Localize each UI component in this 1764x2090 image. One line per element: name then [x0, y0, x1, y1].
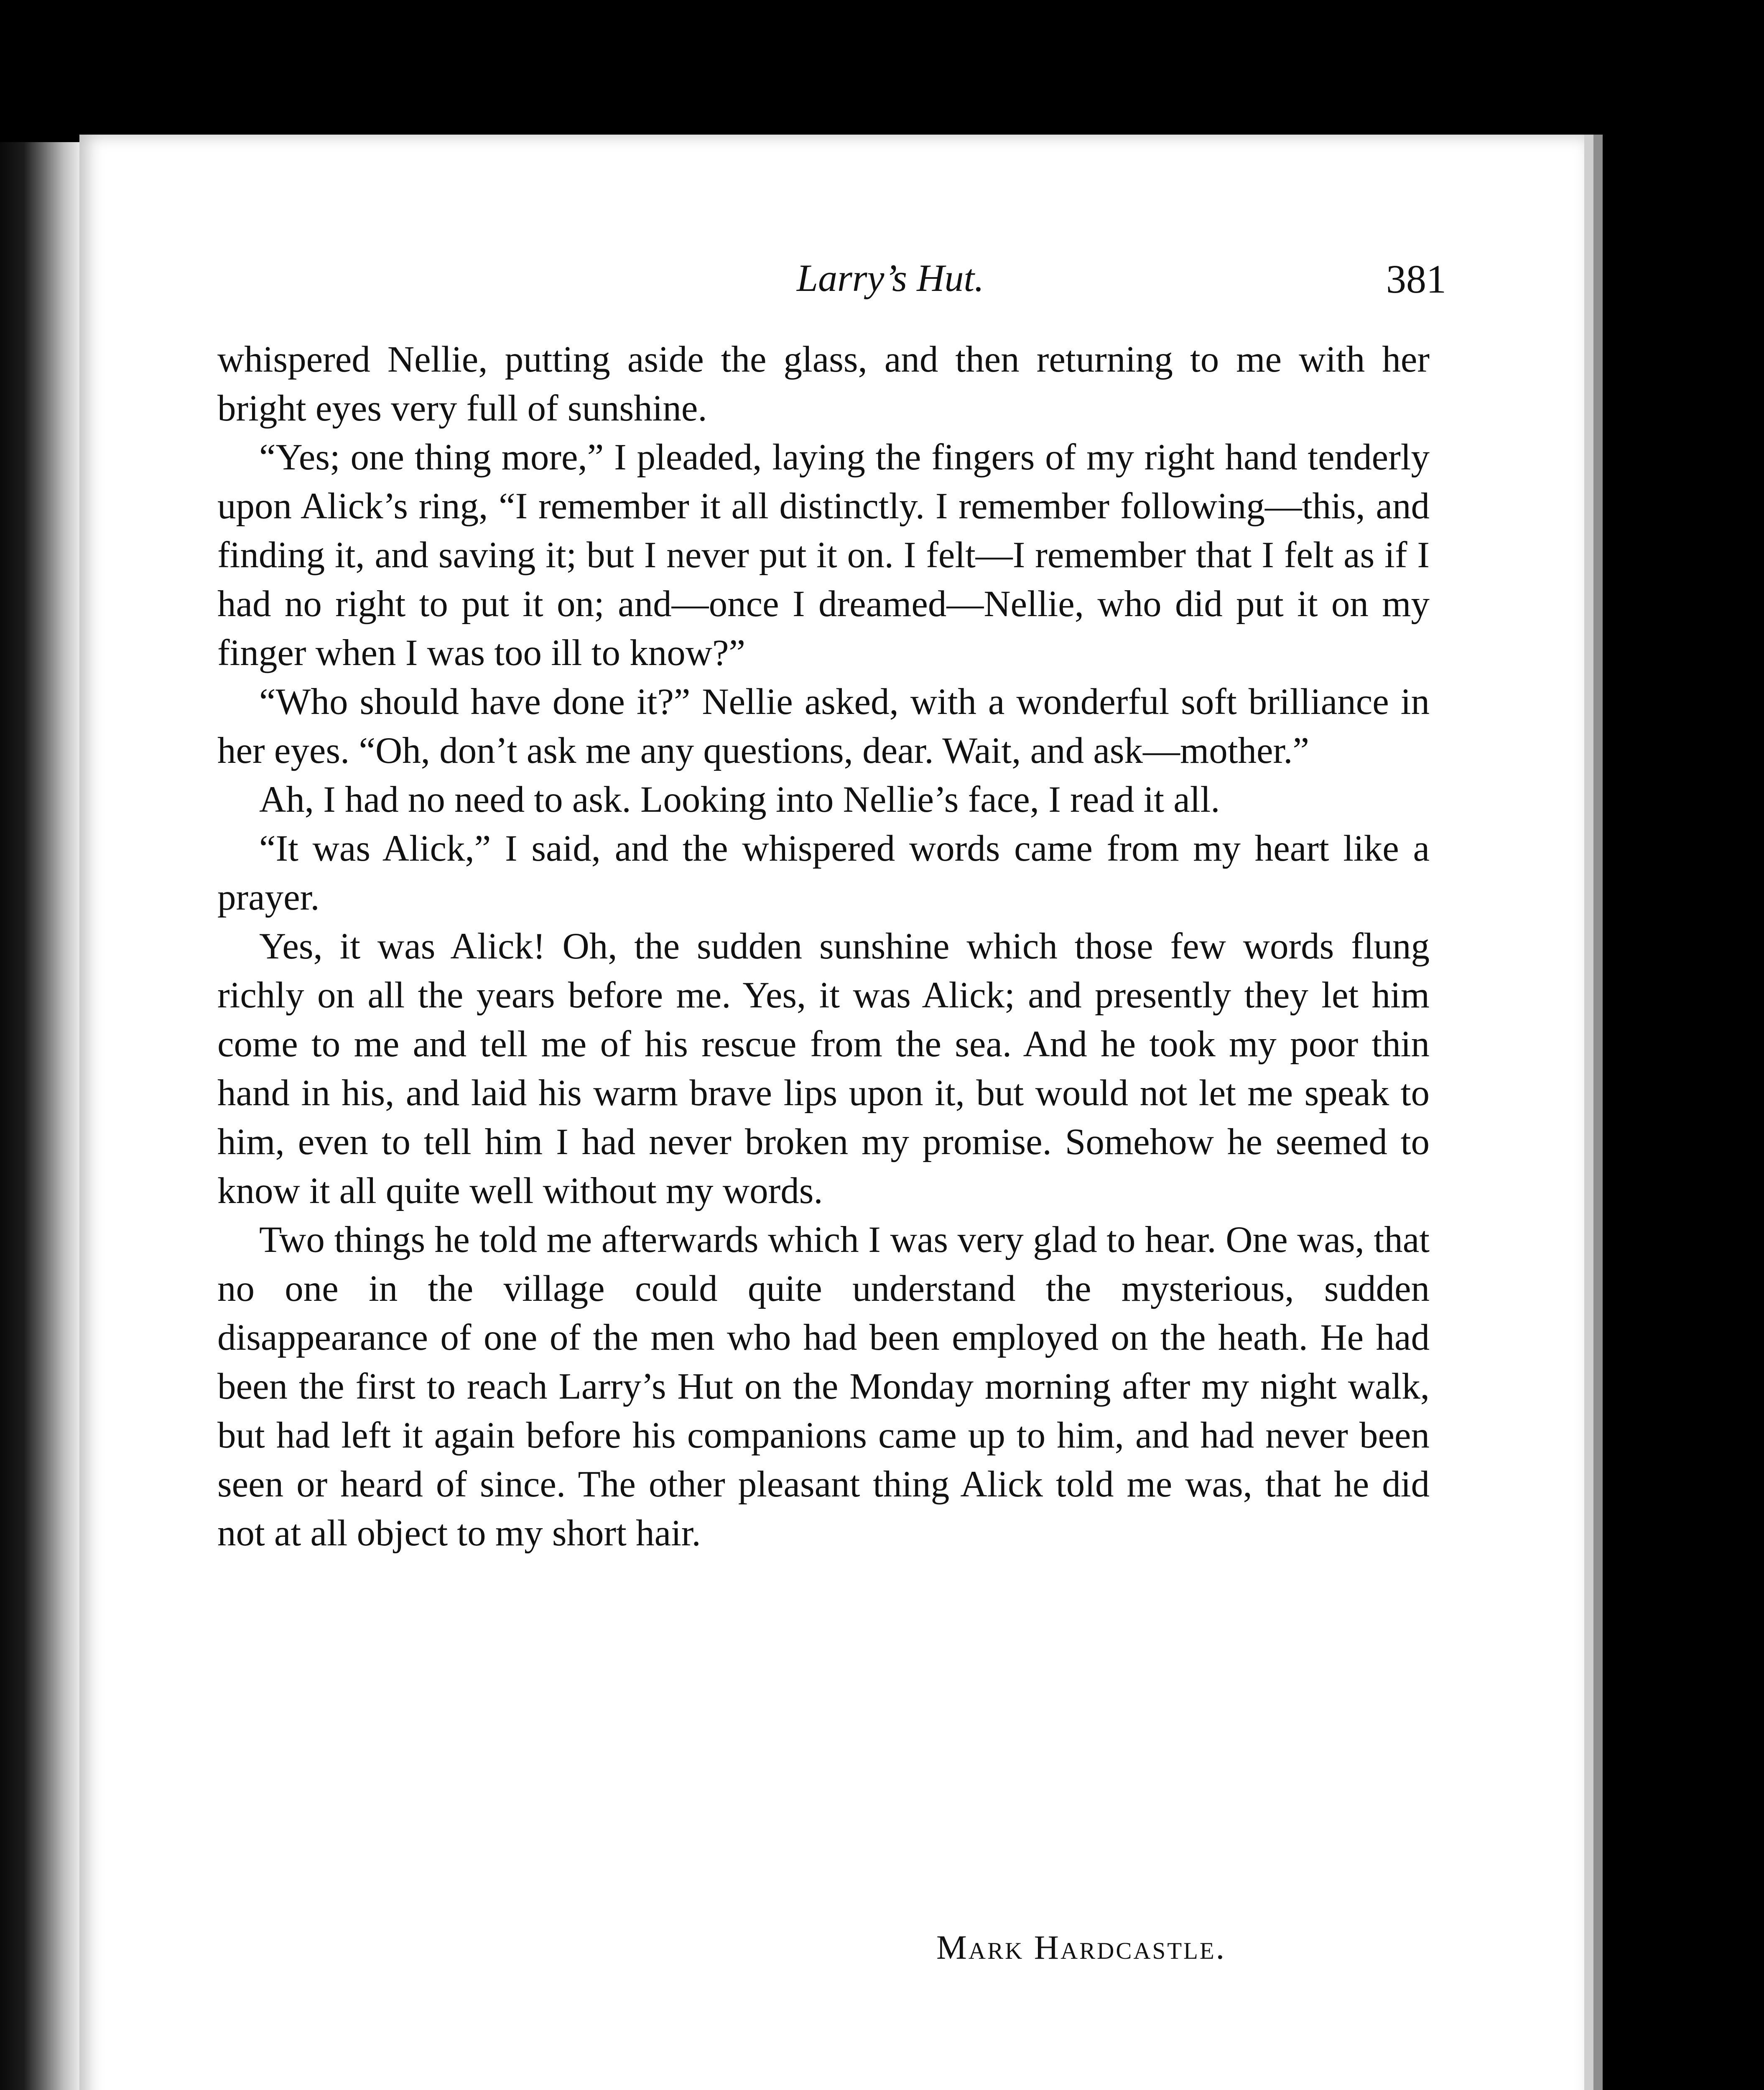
author-signature: Mark Hardcastle.	[936, 1928, 1226, 1966]
paragraph: whispered Nellie, putting aside the glass, and then returning to me with her bright eyes very full of sunshine.	[217, 339, 1430, 429]
paragraph: “Yes; one thing more,” I pleaded, laying the fingers of my right hand tenderly upon Alick’s ring, “I remember it all distinctly. I remember following—this, and finding it, and saving it; but I never put it on. I felt—I remember that I felt as if I had no right to put it on; and—once I dreamed—Nellie, who did put it on my finger when I was too ill to know?”	[217, 437, 1430, 673]
running-title: Larry’s Hut.	[796, 257, 984, 299]
paragraph: Ah, I had no need to ask. Looking into Nellie’s face, I read it all.	[259, 779, 1220, 820]
paragraph: “Who should have done it?” Nellie asked, with a wonderful soft brilliance in her eyes. “Oh, don’t ask me any questions, dear. Wait, and ask—mother.”	[217, 681, 1430, 771]
page-number: 381	[1386, 257, 1446, 301]
body-text	[217, 335, 1430, 1558]
paragraph: Yes, it was Alick! Oh, the sudden sunshine which those few words flung richly on all the years before me. Yes, it was Alick; and presently they let him come to me and tell me of his rescue from the sea. And he took my poor thin hand in his, and laid his warm brave lips upon it, but would not let me speak to him, even to tell him I had never broken my promise. Somehow he seemed to know it all quite well without my words.	[217, 926, 1430, 1211]
book-spine	[0, 142, 79, 2090]
page-header	[79, 256, 1584, 314]
book-page	[79, 135, 1593, 2090]
page-edge	[1593, 135, 1603, 2090]
paragraph: Two things he told me afterwards which I was very glad to hear. One was, that no one in the village could quite understand the mysterious, sudden disappearance of one of the men who had been employed on the heath. He had been the first to reach Larry’s Hut on the Monday morning after my night walk, but had left it again before his companions came up to him, and had never been seen or heard of since. The other pleasant thing Alick told me was, that he did not at all object to my short hair.	[217, 1219, 1430, 1554]
paragraph: “It was Alick,” I said, and the whispered words came from my heart like a prayer.	[217, 828, 1430, 918]
